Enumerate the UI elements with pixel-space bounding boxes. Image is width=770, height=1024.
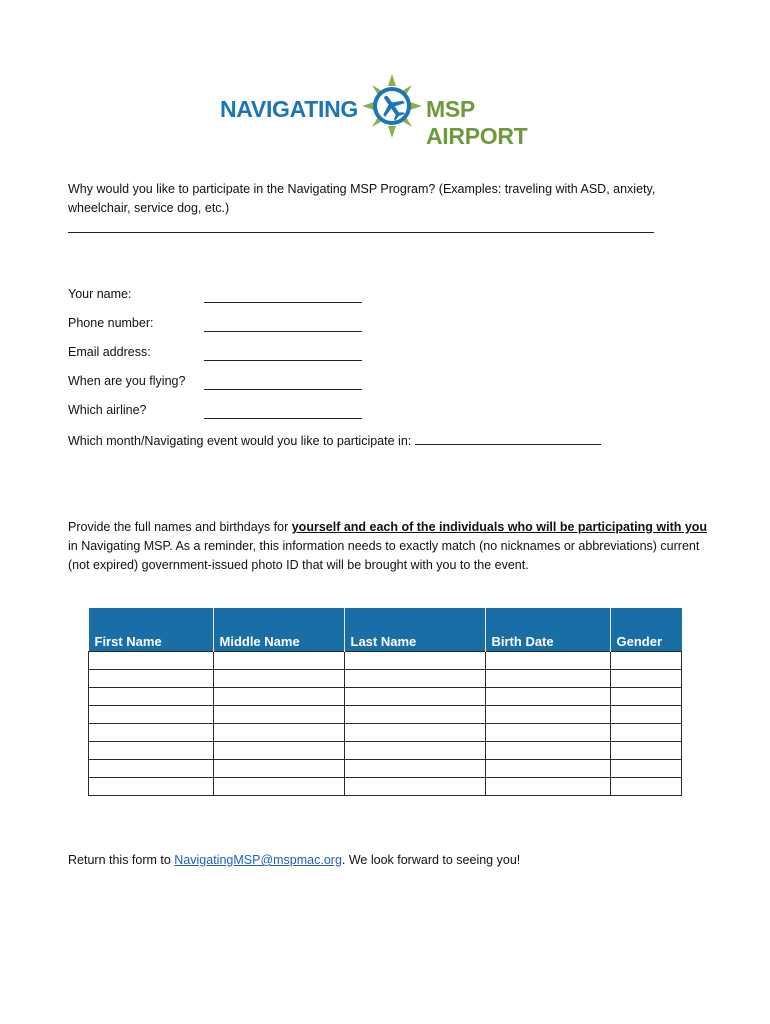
field-line-email[interactable] xyxy=(204,348,362,361)
column-header-first-name: First Name xyxy=(89,608,214,652)
table-cell[interactable] xyxy=(485,724,610,742)
table-cell[interactable] xyxy=(344,652,485,670)
event-answer-line[interactable] xyxy=(415,432,601,445)
participation-answer-line[interactable] xyxy=(68,232,654,233)
field-label-email: Email address: xyxy=(68,345,151,359)
table-cell[interactable] xyxy=(89,742,214,760)
table-cell[interactable] xyxy=(89,778,214,796)
table-header-row xyxy=(89,608,682,652)
event-question-row xyxy=(68,432,601,448)
field-label-flying: When are you flying? xyxy=(68,374,186,388)
table-cell[interactable] xyxy=(485,652,610,670)
table-cell[interactable] xyxy=(344,760,485,778)
table-cell[interactable] xyxy=(213,724,344,742)
provide-text-end: in Navigating MSP. As a reminder, this information needs to exactly match (no nicknames or abbreviations) current (not expired) government-issued photo ID that will be brought with you to the event. xyxy=(68,539,700,572)
table-cell[interactable] xyxy=(213,706,344,724)
table-cell[interactable] xyxy=(485,742,610,760)
table-cell[interactable] xyxy=(89,724,214,742)
table-cell[interactable] xyxy=(485,706,610,724)
table-cell[interactable] xyxy=(610,760,682,778)
table-cell[interactable] xyxy=(89,652,214,670)
provide-text-start: Provide the full names and birthdays for xyxy=(68,520,292,534)
table-cell[interactable] xyxy=(344,778,485,796)
return-email-link[interactable]: NavigatingMSP@mspmac.org xyxy=(174,853,342,867)
field-label-name: Your name: xyxy=(68,287,132,301)
table-cell[interactable] xyxy=(344,724,485,742)
column-header-birth-date: Birth Date xyxy=(485,608,610,652)
navigating-msp-logo xyxy=(220,74,560,149)
table-cell[interactable] xyxy=(610,670,682,688)
table-cell[interactable] xyxy=(344,742,485,760)
table-row xyxy=(89,778,682,796)
table-cell[interactable] xyxy=(610,724,682,742)
table-row xyxy=(89,724,682,742)
return-instructions xyxy=(68,853,520,867)
participation-question: Why would you like to participate in the Navigating MSP Program? (Examples: traveling with ASD, anxiety, wheelchair, service dog, etc.) xyxy=(68,182,656,215)
provide-instructions xyxy=(68,518,708,575)
field-label-phone: Phone number: xyxy=(68,316,154,330)
table-cell[interactable] xyxy=(610,778,682,796)
table-cell[interactable] xyxy=(213,688,344,706)
table-cell[interactable] xyxy=(485,670,610,688)
table-cell[interactable] xyxy=(485,760,610,778)
compass-airplane-icon xyxy=(362,74,422,138)
logo-text-navigating: NAVIGATING xyxy=(220,96,358,122)
table-cell[interactable] xyxy=(89,688,214,706)
field-line-flying[interactable] xyxy=(204,377,362,390)
column-header-gender: Gender xyxy=(610,608,682,652)
field-label-airline: Which airline? xyxy=(68,403,147,417)
event-question-label: Which month/Navigating event would you like to participate in: xyxy=(68,434,412,448)
table-cell[interactable] xyxy=(610,742,682,760)
participants-table xyxy=(88,608,682,796)
field-line-phone[interactable] xyxy=(204,319,362,332)
table-cell[interactable] xyxy=(344,706,485,724)
table-cell[interactable] xyxy=(344,670,485,688)
table-row xyxy=(89,760,682,778)
table-row xyxy=(89,652,682,670)
table-cell[interactable] xyxy=(485,688,610,706)
return-text-start: Return this form to xyxy=(68,853,175,867)
table-cell[interactable] xyxy=(213,742,344,760)
table-cell[interactable] xyxy=(213,760,344,778)
table-cell[interactable] xyxy=(89,706,214,724)
field-line-name[interactable] xyxy=(204,290,362,303)
table-row xyxy=(89,706,682,724)
table-body xyxy=(89,652,682,796)
table-cell[interactable] xyxy=(485,778,610,796)
table-row xyxy=(89,742,682,760)
field-line-airline[interactable] xyxy=(204,406,362,419)
logo-text-msp-airport: MSP AIRPORT xyxy=(426,96,528,149)
provide-text-emphasis: yourself and each of the individuals who will be participating with you xyxy=(291,520,708,534)
table-cell[interactable] xyxy=(213,670,344,688)
table-cell[interactable] xyxy=(344,688,485,706)
table-cell[interactable] xyxy=(89,760,214,778)
column-header-last-name: Last Name xyxy=(344,608,485,652)
table-cell[interactable] xyxy=(610,688,682,706)
column-header-middle-name: Middle Name xyxy=(213,608,344,652)
table-cell[interactable] xyxy=(213,652,344,670)
table-cell[interactable] xyxy=(89,670,214,688)
table-row xyxy=(89,688,682,706)
table-cell[interactable] xyxy=(213,778,344,796)
table-row xyxy=(89,670,682,688)
table-cell[interactable] xyxy=(610,652,682,670)
return-text-end: . We look forward to seeing you! xyxy=(341,853,521,867)
table-cell[interactable] xyxy=(610,706,682,724)
